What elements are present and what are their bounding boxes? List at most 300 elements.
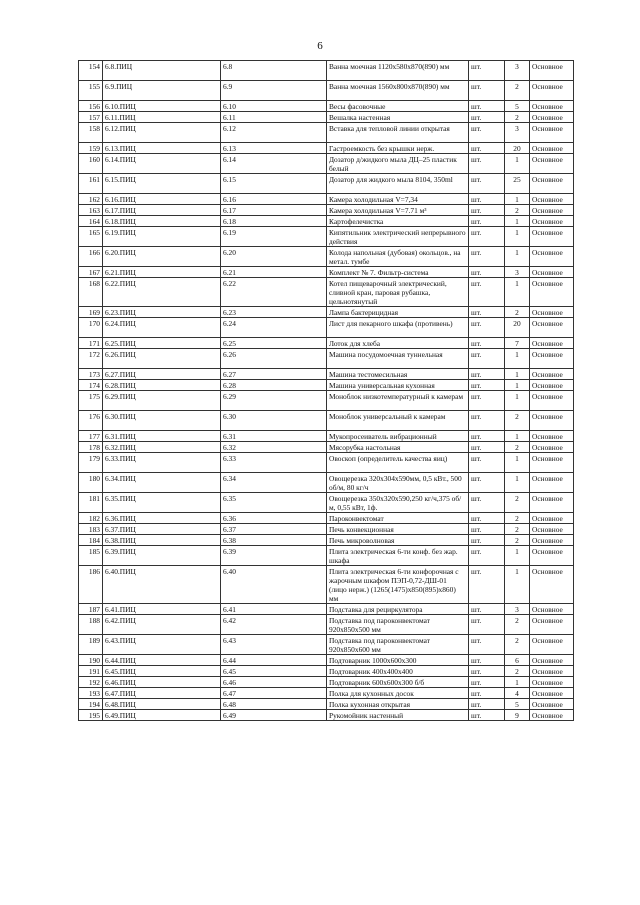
item-code-cell: 6.48.ПИЦ (103, 699, 221, 710)
section-number-cell: 6.45 (221, 666, 327, 677)
item-name-cell: Подставка под пароконвектомат 920х850х500 мм (327, 615, 469, 635)
table-row (79, 369, 574, 380)
table-row (79, 278, 574, 307)
table-row (79, 227, 574, 247)
table-row (79, 566, 574, 604)
table-row (79, 677, 574, 688)
item-name-cell: Лоток для хлеба (327, 338, 469, 349)
category-cell: Основное (530, 123, 574, 143)
item-code-cell: 6.8.ПИЦ (103, 61, 221, 81)
item-code-cell: 6.30.ПИЦ (103, 411, 221, 431)
row-number-cell: 157 (79, 112, 103, 123)
unit-cell: шт. (469, 493, 505, 513)
item-code-cell: 6.36.ПИЦ (103, 513, 221, 524)
table-row (79, 101, 574, 112)
row-number-cell: 154 (79, 61, 103, 81)
quantity-cell: 1 (505, 391, 530, 411)
section-number-cell: 6.46 (221, 677, 327, 688)
section-number-cell: 6.20 (221, 247, 327, 267)
table-row (79, 442, 574, 453)
item-name-cell: Полка кухонная открытая (327, 699, 469, 710)
quantity-cell: 20 (505, 318, 530, 338)
unit-cell: шт. (469, 194, 505, 205)
section-number-cell: 6.38 (221, 535, 327, 546)
table-row (79, 513, 574, 524)
quantity-cell: 1 (505, 194, 530, 205)
item-code-cell: 6.21.ПИЦ (103, 267, 221, 278)
quantity-cell: 2 (505, 666, 530, 677)
item-name-cell: Картофелечистка (327, 216, 469, 227)
item-name-cell: Плита электрическая 6-ти конфорочная с жарочным шкафом ПЭП-0,72-ДШ-01 (лицо нерж.) (1265(1475)х850(895)х860) мм (327, 566, 469, 604)
unit-cell: шт. (469, 710, 505, 721)
unit-cell: шт. (469, 535, 505, 546)
table-row (79, 524, 574, 535)
category-cell: Основное (530, 453, 574, 473)
item-name-cell: Овощерезка 350х320х590,250 кг/ч,375 об/м, 0,55 кВт, 1ф. (327, 493, 469, 513)
quantity-cell: 2 (505, 615, 530, 635)
item-name-cell: Ванна моечная 1560х800х870(890) мм (327, 81, 469, 101)
quantity-cell: 3 (505, 123, 530, 143)
table-row (79, 174, 574, 194)
equipment-table (78, 60, 574, 721)
unit-cell: шт. (469, 307, 505, 318)
category-cell: Основное (530, 546, 574, 566)
category-cell: Основное (530, 442, 574, 453)
unit-cell: шт. (469, 453, 505, 473)
section-number-cell: 6.37 (221, 524, 327, 535)
row-number-cell: 192 (79, 677, 103, 688)
section-number-cell: 6.39 (221, 546, 327, 566)
unit-cell: шт. (469, 112, 505, 123)
item-name-cell: Колода напольная (дубовая) окольцов., на метал. тумбе (327, 247, 469, 267)
section-number-cell: 6.18 (221, 216, 327, 227)
item-code-cell: 6.24.ПИЦ (103, 318, 221, 338)
row-number-cell: 195 (79, 710, 103, 721)
section-number-cell: 6.8 (221, 61, 327, 81)
quantity-cell: 1 (505, 227, 530, 247)
item-code-cell: 6.43.ПИЦ (103, 635, 221, 655)
section-number-cell: 6.35 (221, 493, 327, 513)
item-code-cell: 6.33.ПИЦ (103, 453, 221, 473)
item-name-cell: Лампа бактерицидная (327, 307, 469, 318)
unit-cell: шт. (469, 699, 505, 710)
row-number-cell: 161 (79, 174, 103, 194)
item-name-cell: Подставка под пароконвектомат 920х850х600 мм (327, 635, 469, 655)
table-row (79, 710, 574, 721)
item-code-cell: 6.20.ПИЦ (103, 247, 221, 267)
quantity-cell: 25 (505, 174, 530, 194)
category-cell: Основное (530, 566, 574, 604)
quantity-cell: 2 (505, 112, 530, 123)
unit-cell: шт. (469, 524, 505, 535)
item-code-cell: 6.40.ПИЦ (103, 566, 221, 604)
unit-cell: шт. (469, 338, 505, 349)
category-cell: Основное (530, 710, 574, 721)
item-code-cell: 6.11.ПИЦ (103, 112, 221, 123)
item-name-cell: Камера холодильная V=7.71 м³ (327, 205, 469, 216)
row-number-cell: 179 (79, 453, 103, 473)
item-name-cell: Моноблок универсальный к камерам (327, 411, 469, 431)
quantity-cell: 1 (505, 473, 530, 493)
item-name-cell: Лист для пекарного шкафа (противень) (327, 318, 469, 338)
category-cell: Основное (530, 431, 574, 442)
section-number-cell: 6.10 (221, 101, 327, 112)
row-number-cell: 164 (79, 216, 103, 227)
section-number-cell: 6.17 (221, 205, 327, 216)
row-number-cell: 171 (79, 338, 103, 349)
item-code-cell: 6.34.ПИЦ (103, 473, 221, 493)
category-cell: Основное (530, 278, 574, 307)
item-code-cell: 6.42.ПИЦ (103, 615, 221, 635)
item-code-cell: 6.45.ПИЦ (103, 666, 221, 677)
quantity-cell: 2 (505, 205, 530, 216)
item-code-cell: 6.39.ПИЦ (103, 546, 221, 566)
table-row (79, 666, 574, 677)
row-number-cell: 181 (79, 493, 103, 513)
row-number-cell: 156 (79, 101, 103, 112)
unit-cell: шт. (469, 411, 505, 431)
unit-cell: шт. (469, 278, 505, 307)
category-cell: Основное (530, 513, 574, 524)
item-name-cell: Подтоварник 1000х600х300 (327, 655, 469, 666)
unit-cell: шт. (469, 247, 505, 267)
row-number-cell: 173 (79, 369, 103, 380)
section-number-cell: 6.33 (221, 453, 327, 473)
unit-cell: шт. (469, 442, 505, 453)
item-name-cell: Плита электрическая 6-ти конф. без жар. шкафа (327, 546, 469, 566)
unit-cell: шт. (469, 174, 505, 194)
item-name-cell: Дозатор для жидкого мыла 8104, 350ml (327, 174, 469, 194)
table-row (79, 81, 574, 101)
unit-cell: шт. (469, 143, 505, 154)
item-code-cell: 6.18.ПИЦ (103, 216, 221, 227)
item-code-cell: 6.31.ПИЦ (103, 431, 221, 442)
unit-cell: шт. (469, 123, 505, 143)
item-code-cell: 6.44.ПИЦ (103, 655, 221, 666)
item-code-cell: 6.32.ПИЦ (103, 442, 221, 453)
quantity-cell: 2 (505, 513, 530, 524)
section-number-cell: 6.30 (221, 411, 327, 431)
section-number-cell: 6.47 (221, 688, 327, 699)
table-row (79, 655, 574, 666)
quantity-cell: 1 (505, 677, 530, 688)
row-number-cell: 183 (79, 524, 103, 535)
row-number-cell: 160 (79, 154, 103, 174)
row-number-cell: 182 (79, 513, 103, 524)
category-cell: Основное (530, 227, 574, 247)
table-row (79, 61, 574, 81)
category-cell: Основное (530, 154, 574, 174)
unit-cell: шт. (469, 666, 505, 677)
unit-cell: шт. (469, 677, 505, 688)
row-number-cell: 184 (79, 535, 103, 546)
category-cell: Основное (530, 174, 574, 194)
section-number-cell: 6.16 (221, 194, 327, 205)
item-name-cell: Печь микроволновая (327, 535, 469, 546)
quantity-cell: 1 (505, 546, 530, 566)
category-cell: Основное (530, 247, 574, 267)
item-name-cell: Кипятильник электрический непрерывного действия (327, 227, 469, 247)
quantity-cell: 1 (505, 380, 530, 391)
category-cell: Основное (530, 411, 574, 431)
item-code-cell: 6.28.ПИЦ (103, 380, 221, 391)
category-cell: Основное (530, 194, 574, 205)
quantity-cell: 1 (505, 566, 530, 604)
category-cell: Основное (530, 380, 574, 391)
category-cell: Основное (530, 473, 574, 493)
section-number-cell: 6.40 (221, 566, 327, 604)
quantity-cell: 5 (505, 101, 530, 112)
unit-cell: шт. (469, 369, 505, 380)
table-row (79, 143, 574, 154)
section-number-cell: 6.23 (221, 307, 327, 318)
row-number-cell: 163 (79, 205, 103, 216)
category-cell: Основное (530, 635, 574, 655)
item-code-cell: 6.17.ПИЦ (103, 205, 221, 216)
item-name-cell: Рукомойник настенный (327, 710, 469, 721)
row-number-cell: 155 (79, 81, 103, 101)
quantity-cell: 1 (505, 216, 530, 227)
item-code-cell: 6.19.ПИЦ (103, 227, 221, 247)
unit-cell: шт. (469, 380, 505, 391)
section-number-cell: 6.34 (221, 473, 327, 493)
category-cell: Основное (530, 112, 574, 123)
row-number-cell: 174 (79, 380, 103, 391)
row-number-cell: 170 (79, 318, 103, 338)
section-number-cell: 6.42 (221, 615, 327, 635)
item-code-cell: 6.23.ПИЦ (103, 307, 221, 318)
item-code-cell: 6.47.ПИЦ (103, 688, 221, 699)
table-row (79, 194, 574, 205)
section-number-cell: 6.9 (221, 81, 327, 101)
table-row (79, 247, 574, 267)
category-cell: Основное (530, 267, 574, 278)
row-number-cell: 165 (79, 227, 103, 247)
category-cell: Основное (530, 205, 574, 216)
section-number-cell: 6.49 (221, 710, 327, 721)
unit-cell: шт. (469, 513, 505, 524)
quantity-cell: 2 (505, 442, 530, 453)
item-name-cell: Комплект № 7. Фильтр-система (327, 267, 469, 278)
table-row (79, 318, 574, 338)
row-number-cell: 185 (79, 546, 103, 566)
row-number-cell: 176 (79, 411, 103, 431)
quantity-cell: 1 (505, 247, 530, 267)
item-name-cell: Печь конвекционная (327, 524, 469, 535)
table-row (79, 307, 574, 318)
category-cell: Основное (530, 338, 574, 349)
quantity-cell: 3 (505, 267, 530, 278)
section-number-cell: 6.29 (221, 391, 327, 411)
item-code-cell: 6.49.ПИЦ (103, 710, 221, 721)
quantity-cell: 1 (505, 154, 530, 174)
item-code-cell: 6.9.ПИЦ (103, 81, 221, 101)
category-cell: Основное (530, 535, 574, 546)
item-code-cell: 6.13.ПИЦ (103, 143, 221, 154)
table-row (79, 123, 574, 143)
section-number-cell: 6.48 (221, 699, 327, 710)
item-name-cell: Котел пищеварочный электрический, сливной кран, паровая рубашка, цельнотянутый (327, 278, 469, 307)
section-number-cell: 6.32 (221, 442, 327, 453)
quantity-cell: 2 (505, 493, 530, 513)
item-name-cell: Мясорубка настольная (327, 442, 469, 453)
item-name-cell: Вешалка настенная (327, 112, 469, 123)
category-cell: Основное (530, 615, 574, 635)
row-number-cell: 159 (79, 143, 103, 154)
category-cell: Основное (530, 493, 574, 513)
table-row (79, 205, 574, 216)
category-cell: Основное (530, 677, 574, 688)
section-number-cell: 6.21 (221, 267, 327, 278)
row-number-cell: 162 (79, 194, 103, 205)
section-number-cell: 6.24 (221, 318, 327, 338)
category-cell: Основное (530, 524, 574, 535)
unit-cell: шт. (469, 473, 505, 493)
section-number-cell: 6.43 (221, 635, 327, 655)
quantity-cell: 6 (505, 655, 530, 666)
item-name-cell: Ванна моечная 1120х580х870(890) мм (327, 61, 469, 81)
section-number-cell: 6.13 (221, 143, 327, 154)
item-name-cell: Гастроемкость без крышки нерж. (327, 143, 469, 154)
section-number-cell: 6.11 (221, 112, 327, 123)
item-name-cell: Мукопросеиватель вибрационный (327, 431, 469, 442)
row-number-cell: 193 (79, 688, 103, 699)
row-number-cell: 168 (79, 278, 103, 307)
category-cell: Основное (530, 81, 574, 101)
table-row (79, 216, 574, 227)
item-name-cell: Подтоварник 600х600х300 б/б (327, 677, 469, 688)
item-code-cell: 6.27.ПИЦ (103, 369, 221, 380)
row-number-cell: 191 (79, 666, 103, 677)
quantity-cell: 20 (505, 143, 530, 154)
quantity-cell: 2 (505, 635, 530, 655)
category-cell: Основное (530, 101, 574, 112)
category-cell: Основное (530, 143, 574, 154)
category-cell: Основное (530, 391, 574, 411)
section-number-cell: 6.41 (221, 604, 327, 615)
unit-cell: шт. (469, 216, 505, 227)
quantity-cell: 3 (505, 604, 530, 615)
table-row (79, 535, 574, 546)
section-number-cell: 6.12 (221, 123, 327, 143)
row-number-cell: 186 (79, 566, 103, 604)
row-number-cell: 194 (79, 699, 103, 710)
item-name-cell: Машина посудомоечная туннельная (327, 349, 469, 369)
item-code-cell: 6.46.ПИЦ (103, 677, 221, 688)
quantity-cell: 9 (505, 710, 530, 721)
row-number-cell: 189 (79, 635, 103, 655)
item-code-cell: 6.22.ПИЦ (103, 278, 221, 307)
unit-cell: шт. (469, 604, 505, 615)
item-name-cell: Машина универсальная кухонная (327, 380, 469, 391)
item-code-cell: 6.10.ПИЦ (103, 101, 221, 112)
item-name-cell: Подставка для рециркулятора (327, 604, 469, 615)
table-row (79, 391, 574, 411)
category-cell: Основное (530, 369, 574, 380)
unit-cell: шт. (469, 61, 505, 81)
quantity-cell: 2 (505, 535, 530, 546)
row-number-cell: 190 (79, 655, 103, 666)
quantity-cell: 4 (505, 688, 530, 699)
category-cell: Основное (530, 349, 574, 369)
item-name-cell: Пароконвектомат (327, 513, 469, 524)
unit-cell: шт. (469, 227, 505, 247)
unit-cell: шт. (469, 566, 505, 604)
unit-cell: шт. (469, 391, 505, 411)
section-number-cell: 6.44 (221, 655, 327, 666)
unit-cell: шт. (469, 154, 505, 174)
item-name-cell: Камера холодильная V=7,34 (327, 194, 469, 205)
table-row (79, 615, 574, 635)
table-row (79, 431, 574, 442)
item-name-cell: Весы фасовочные (327, 101, 469, 112)
item-name-cell: Машина тестомесильная (327, 369, 469, 380)
item-name-cell: Вставка для тепловой линии открытая (327, 123, 469, 143)
table-row (79, 699, 574, 710)
table-row (79, 349, 574, 369)
table-row (79, 112, 574, 123)
category-cell: Основное (530, 318, 574, 338)
row-number-cell: 180 (79, 473, 103, 493)
unit-cell: шт. (469, 688, 505, 699)
section-number-cell: 6.31 (221, 431, 327, 442)
section-number-cell: 6.27 (221, 369, 327, 380)
page-number: 6 (317, 40, 323, 52)
table-row (79, 688, 574, 699)
item-code-cell: 6.15.ПИЦ (103, 174, 221, 194)
quantity-cell: 1 (505, 431, 530, 442)
unit-cell: шт. (469, 431, 505, 442)
category-cell: Основное (530, 666, 574, 677)
section-number-cell: 6.26 (221, 349, 327, 369)
table-row (79, 267, 574, 278)
table-row (79, 635, 574, 655)
unit-cell: шт. (469, 635, 505, 655)
table-row (79, 453, 574, 473)
section-number-cell: 6.15 (221, 174, 327, 194)
table-row (79, 411, 574, 431)
row-number-cell: 172 (79, 349, 103, 369)
quantity-cell: 1 (505, 453, 530, 473)
row-number-cell: 187 (79, 604, 103, 615)
section-number-cell: 6.28 (221, 380, 327, 391)
quantity-cell: 7 (505, 338, 530, 349)
unit-cell: шт. (469, 349, 505, 369)
row-number-cell: 178 (79, 442, 103, 453)
item-code-cell: 6.29.ПИЦ (103, 391, 221, 411)
quantity-cell: 2 (505, 524, 530, 535)
row-number-cell: 169 (79, 307, 103, 318)
unit-cell: шт. (469, 81, 505, 101)
row-number-cell: 167 (79, 267, 103, 278)
unit-cell: шт. (469, 655, 505, 666)
item-code-cell: 6.37.ПИЦ (103, 524, 221, 535)
category-cell: Основное (530, 655, 574, 666)
item-code-cell: 6.14.ПИЦ (103, 154, 221, 174)
category-cell: Основное (530, 688, 574, 699)
category-cell: Основное (530, 604, 574, 615)
item-name-cell: Подтоварник 400х400х400 (327, 666, 469, 677)
table-row (79, 546, 574, 566)
item-code-cell: 6.25.ПИЦ (103, 338, 221, 349)
quantity-cell: 1 (505, 278, 530, 307)
row-number-cell: 188 (79, 615, 103, 635)
section-number-cell: 6.19 (221, 227, 327, 247)
table-row (79, 604, 574, 615)
unit-cell: шт. (469, 318, 505, 338)
item-code-cell: 6.35.ПИЦ (103, 493, 221, 513)
item-name-cell: Овощерезка 320х304х590мм, 0,5 кВт., 500 об/м, 80 кг/ч (327, 473, 469, 493)
